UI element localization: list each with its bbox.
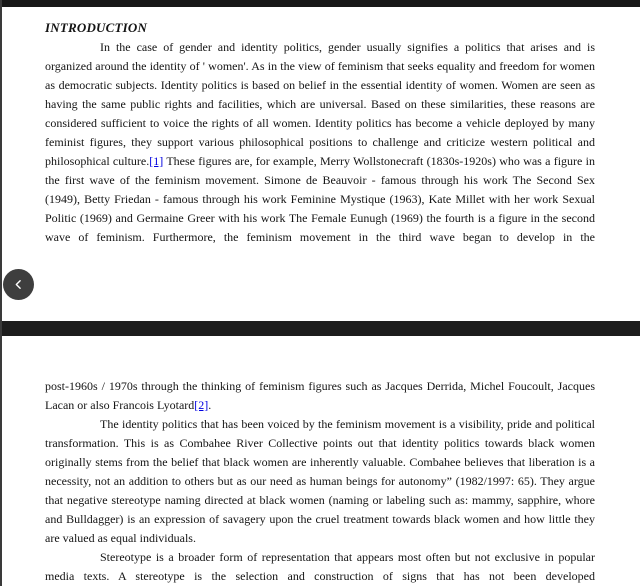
paragraph-1-text-before: In the case of gender and identity politics, gender usually signifies a politics that arises and is organized around the identity of ' women'. As in the view of feminism that seeks equality and freedom for women as democratic subjects. Identity politics is based on belief in the essential identity of women. Women are seen as having the same public rights and facilities, which are universal. Based on these similarities, these reasons are considered sufficient to voice the rights of all women. Identity politics has become a vehicle deployed by many feminist figures, they support various philosophical positions to challenge and criticize western political and philosophical culture.	[45, 40, 595, 168]
continuation-text-before: post-1960s / 1970s through the thinking of feminism figures such as Jacques Derrida, Michel Foucoult, Jacques Lacan or also Francois Lyotard	[45, 379, 595, 412]
footnote-link-2[interactable]: [2]	[194, 398, 209, 412]
paragraph-2: The identity politics that has been voiced by the feminism movement is a visibility, pride and political transformation. This is as Combahee River Collective points out that identity politics towards black women originally stems from the belief that black women are inherently valuable. Combahee believes that liberation is a necessity, not an addition to others but as our need as human beings for autonomy” (1982/1997: 65). They argue that negative stereotype naming directed at black women (naming or labeling such as: mammy, sapphire, whore and Bulldagger) is an expression of savagery upon the cruel treatment towards black women and how little they are valued as equal individuals.	[45, 417, 595, 545]
document-page-2	[0, 336, 640, 586]
previous-page-button[interactable]	[3, 269, 34, 300]
footnote-link-1[interactable]: [1]	[149, 154, 164, 168]
viewer-left-edge	[0, 0, 2, 586]
viewer-top-chrome	[0, 0, 640, 7]
page-gap-separator	[0, 321, 640, 336]
document-page-1	[0, 7, 640, 321]
paragraph-3: Stereotype is a broader form of representation that appears most often but not exclusive in popular media texts. A stereotype is the selection and construction of signs that has not been developed	[45, 550, 595, 583]
paragraph-continuation	[45, 377, 595, 415]
section-heading: INTRODUCTION	[45, 20, 148, 35]
paragraph-1-text-after: These figures are, for example, Merry Wollstonecraft (1830s-1920s) who was a figure in the first wave of the feminism movement. Simone de Beauvoir - famous through his work The Second Sex (1949), Betty Friedan - famous through his work Feminine Mystique (1963), Kate Millet with her work Sexual Politic (1969) and Germaine Greer with his work The Female Eunugh (1969) the fourth is a figure in the second wave of feminism. Furthermore, the feminism movement in the third wave began to develop in the	[45, 154, 595, 244]
chevron-left-icon	[12, 278, 25, 291]
continuation-text-after: .	[208, 398, 212, 412]
page-1-content	[45, 7, 595, 247]
page-2-content	[45, 336, 595, 586]
paragraph-1	[45, 38, 595, 247]
